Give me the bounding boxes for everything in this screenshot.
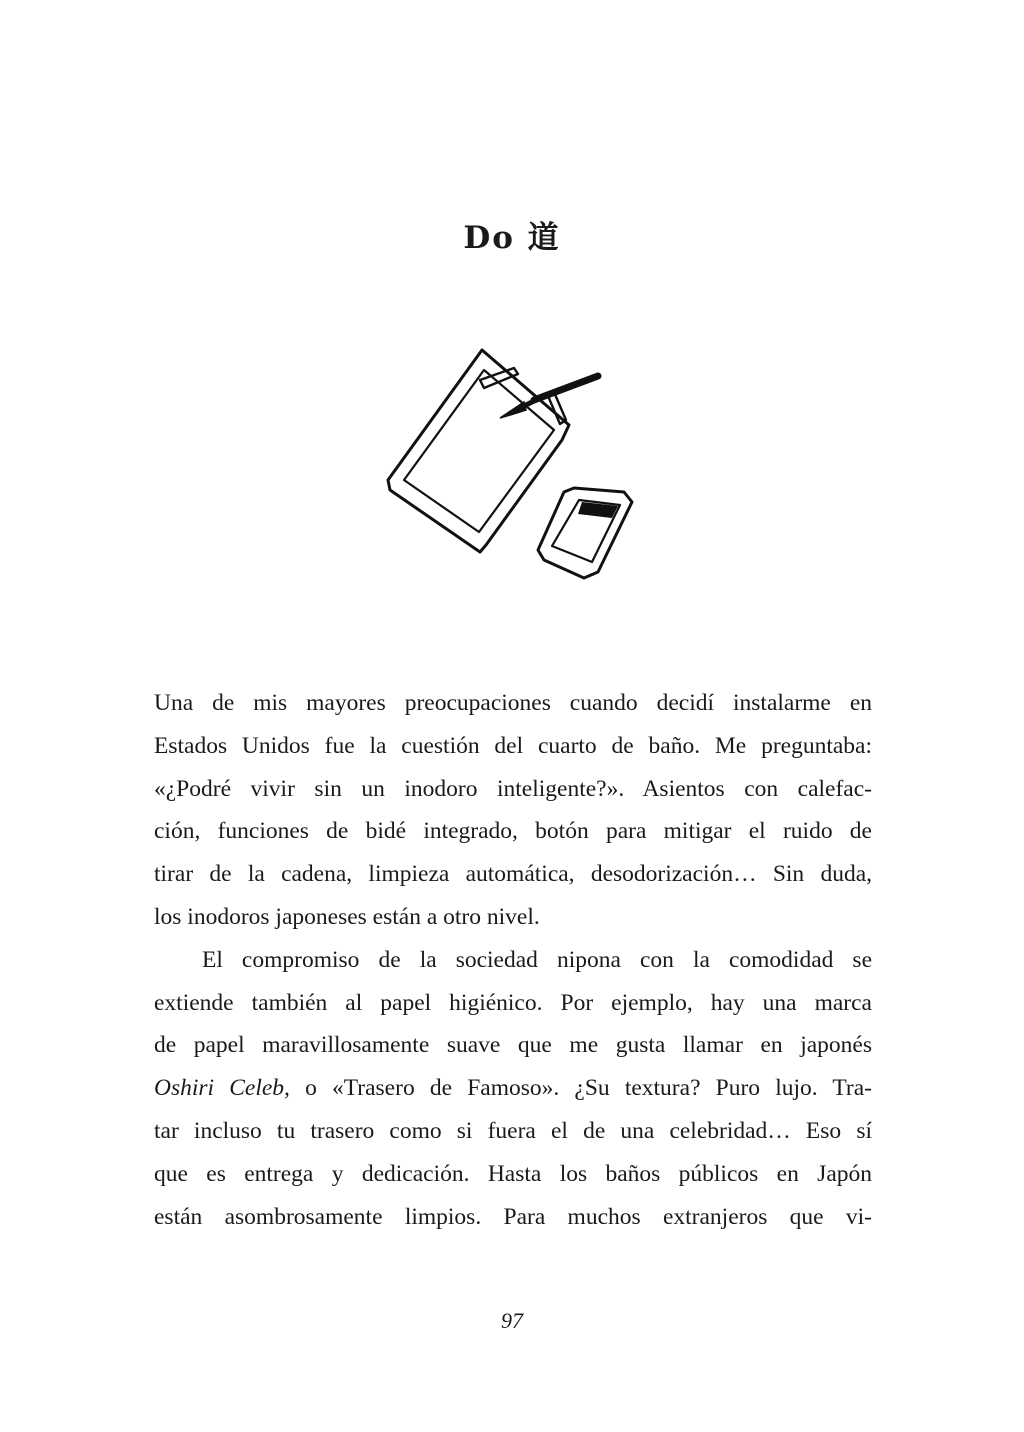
text-line: ción, funciones de bidé integrado, botón para mitigar el ruido de (154, 818, 872, 845)
text-line: los inodoros japoneses están a otro nivel. (154, 903, 540, 930)
text-line: Una de mis mayores preocupaciones cuando decidí instalarme en (154, 690, 872, 716)
text-line: tirar de la cadena, limpieza automática, desodorización… Sin duda, (154, 861, 872, 888)
paragraph-1 (154, 682, 872, 939)
chapter-title: Do 道 (463, 220, 561, 256)
page-number: 97 (501, 1308, 523, 1333)
text-line: de papel maravillosamente suave que me gusta llamar en japonés (154, 1032, 872, 1059)
calligraphy-paper-brush-inkstone-icon (384, 340, 644, 585)
text-line: que es entrega y dedicación. Hasta los baños públicos en Japón (154, 1160, 872, 1187)
text-line-with-italic (154, 1067, 872, 1110)
text-line: Estados Unidos fue la cuestión del cuarto de baño. Me preguntaba: (154, 732, 872, 759)
text-line: extiende también al papel higiénico. Por ejemplo, hay una marca (154, 989, 872, 1016)
paragraph-2 (154, 939, 872, 1239)
italic-phrase: Oshiri Celeb, (154, 1075, 290, 1102)
body-text (154, 682, 872, 1238)
text-line: tar incluso tu trasero como si fuera el de una celebridad… Eso sí (154, 1117, 872, 1144)
text-line: «¿Podré vivir sin un inodoro inteligente?». Asientos con calefac- (154, 775, 872, 802)
text-line: están asombrosamente limpios. Para muchos extranjeros que vi- (154, 1203, 872, 1230)
text-line-rest: o «Trasero de Famoso». ¿Su textura? Puro lujo. Tra- (305, 1075, 872, 1102)
text-line: El compromiso de la sociedad nipona con la comodidad se (202, 946, 872, 973)
